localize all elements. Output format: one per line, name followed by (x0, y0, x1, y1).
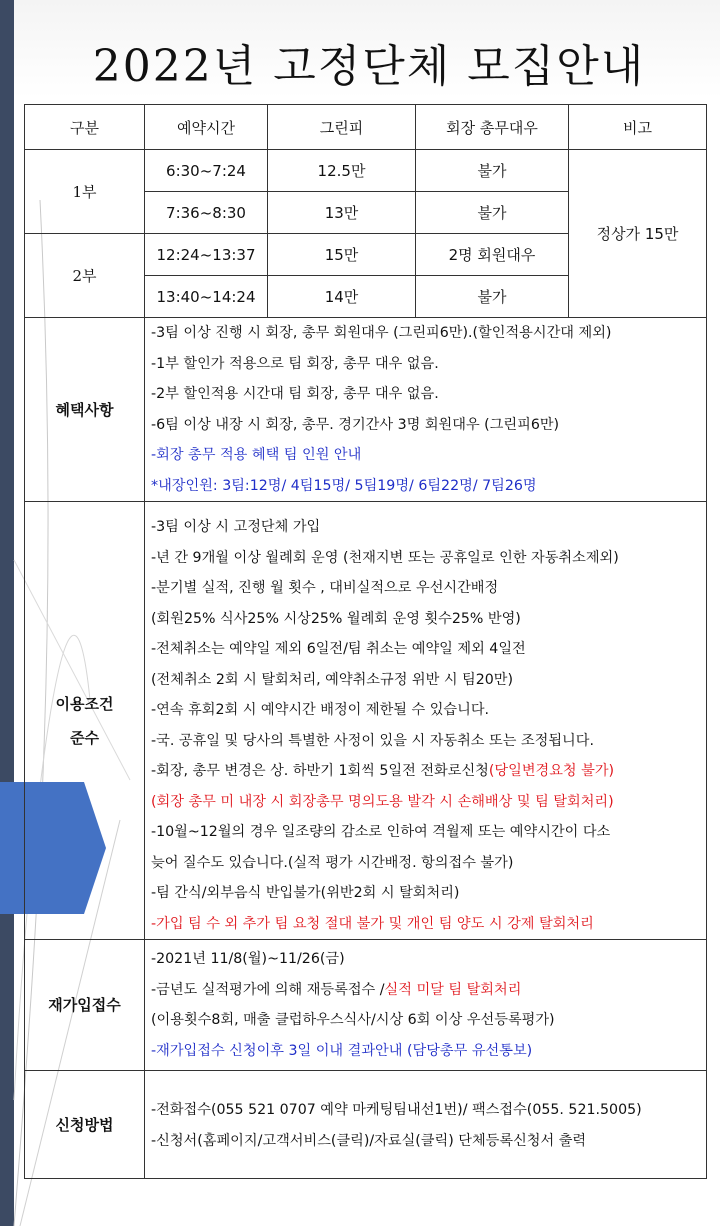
conditions-content (145, 502, 707, 940)
part-1-label: 1부 (25, 150, 145, 234)
treat-cell: 불가 (416, 192, 569, 234)
apply-section (25, 1071, 707, 1179)
time-cell: 6:30~7:24 (145, 150, 268, 192)
note-cell: 정상가 15만 (569, 150, 707, 318)
condition-line-warning: (회장 총무 미 내장 시 회장총무 명의도용 발각 시 손해배상 및 팀 탈회처리) (151, 793, 614, 810)
treat-cell: 2명 회원대우 (416, 234, 569, 276)
apply-label: 신청방법 (25, 1071, 145, 1179)
treat-cell: 불가 (416, 276, 569, 318)
benefits-section (25, 318, 707, 502)
condition-line: (회원25% 식사25% 시상25% 월례회 운영 횟수25% 반영) (151, 610, 521, 627)
benefit-line: -1부 할인가 적용으로 팀 회장, 총무 대우 없음. (151, 355, 439, 372)
treat-cell: 불가 (416, 150, 569, 192)
benefit-line: -2부 할인적용 시간대 팀 회장, 총무 대우 없음. (151, 386, 439, 402)
condition-line: -년 간 9개월 이상 월례회 운영 (천재지변 또는 공휴일로 인한 자동취소제외) (151, 549, 619, 566)
header-note: 비고 (569, 105, 707, 150)
info-table (24, 104, 707, 1179)
time-cell: 12:24~13:37 (145, 234, 268, 276)
reapply-line (151, 975, 706, 1006)
reapply-line-highlight: -재가입접수 신청이후 3일 이내 결과안내 (담당총무 유선통보) (151, 1042, 533, 1059)
fee-cell: 13만 (268, 192, 416, 234)
condition-text: -회장, 총무 변경은 상. 하반기 1회씩 5일전 전화로신청 (151, 763, 489, 779)
reapply-section (25, 940, 707, 1071)
apply-content (145, 1071, 707, 1179)
reapply-warning: 실적 미달 팀 탈회처리 (384, 981, 522, 998)
header-green-fee: 그린피 (268, 105, 416, 150)
condition-line: -연속 휴회2회 시 예약시간 배정이 제한될 수 있습니다. (151, 702, 490, 718)
fee-cell: 15만 (268, 234, 416, 276)
conditions-section (25, 502, 707, 940)
reapply-content (145, 940, 707, 1071)
benefit-line-highlight: *내장인원: 3팀:12명/ 4팀15명/ 5팀19명/ 6팀22명/ 7팀26명 (151, 477, 537, 494)
condition-line: -분기별 실적, 진행 월 횟수 , 대비실적으로 우선시간배정 (151, 580, 499, 596)
reapply-line: -2021년 11/8(월)~11/26(금) (151, 951, 345, 967)
apply-line: -신청서(홈페이지/고객서비스(클릭)/자료실(클릭) 단체등록신청서 출력 (151, 1132, 587, 1149)
benefit-line: -3팀 이상 진행 시 회장, 총무 회원대우 (그린피6만).(할인적용시간대 제외) (151, 325, 612, 341)
header-treatment: 회장 총무대우 (416, 105, 569, 150)
header-category: 구분 (25, 105, 145, 150)
time-cell: 13:40~14:24 (145, 276, 268, 318)
condition-line: -10월~12월의 경우 일조량의 감소로 인하여 격월제 또는 예약시간이 다소 (151, 824, 611, 840)
time-cell: 7:36~8:30 (145, 192, 268, 234)
fee-cell: 14만 (268, 276, 416, 318)
condition-warning: (당일변경요청 불가) (488, 763, 615, 779)
apply-line: -전화접수(055 521 0707 예약 마케팅팀내선1번)/ 팩스접수(055. 521.5005) (151, 1102, 642, 1118)
conditions-label (25, 502, 145, 940)
benefits-label: 혜택사항 (25, 318, 145, 502)
table-header-row (25, 105, 707, 150)
condition-line: -국. 공휴일 및 당사의 특별한 사정이 있을 시 자동취소 또는 조정됩니다. (151, 732, 594, 749)
conditions-label-line2: 준수 (70, 728, 99, 747)
reapply-text: -금년도 실적평가에 의해 재등록접수 / (151, 981, 385, 998)
header-time: 예약시간 (145, 105, 268, 150)
reapply-line: (이용횟수8회, 매출 클럽하우스식사/시상 6회 이상 우선등록평가) (151, 1012, 555, 1028)
condition-line-warning: -가입 팀 수 외 추가 팀 요청 절대 불가 및 개인 팀 양도 시 강제 탈회처리 (151, 915, 594, 932)
condition-line: 늦어 질수도 있습니다.(실적 평가 시간배정. 항의접수 불가) (151, 854, 514, 871)
condition-line: -전체취소는 예약일 제외 6일전/팀 취소는 예약일 제외 4일전 (151, 641, 526, 657)
reapply-label: 재가입접수 (25, 940, 145, 1071)
condition-line: -팀 간식/외부음식 반입불가(위반2회 시 탈회처리) (151, 885, 460, 901)
condition-line: (전체취소 2회 시 탈회처리, 예약취소규정 위반 시 팀20만) (151, 671, 514, 688)
table-row (25, 150, 707, 192)
part-2-label: 2부 (25, 234, 145, 318)
benefit-line-highlight: -회장 총무 적용 혜택 팀 인원 안내 (151, 447, 362, 463)
conditions-label-line1: 이용조건 (55, 694, 114, 713)
benefits-content (145, 318, 707, 502)
condition-line (151, 756, 706, 787)
fee-cell: 12.5만 (268, 150, 416, 192)
benefit-line: -6팀 이상 내장 시 회장, 총무. 경기간사 3명 회원대우 (그린피6만) (151, 416, 560, 433)
page-title: 2022년 고정단체 모집안내 (92, 41, 646, 92)
condition-line: -3팀 이상 시 고정단체 가입 (151, 519, 321, 535)
